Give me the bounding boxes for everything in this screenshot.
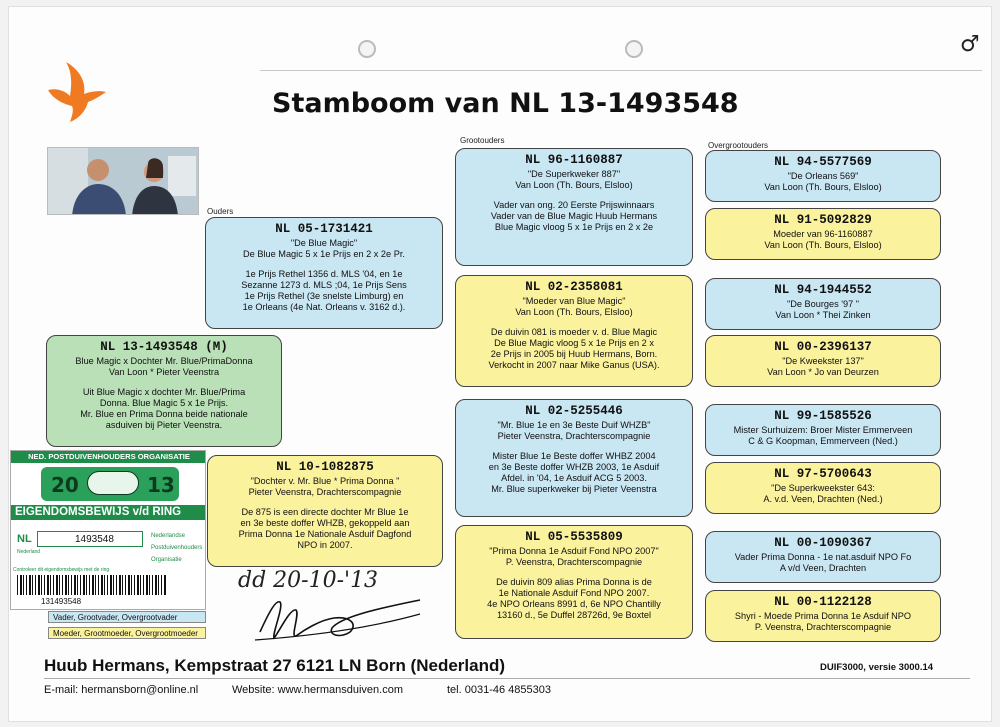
card-line: Mr. Blue superkweker bij Pieter Veenstra — [491, 484, 657, 494]
card-line: De duivin 809 alias Prima Donna is de — [496, 577, 652, 587]
owner-photo — [47, 147, 199, 215]
card-line: Van Loon (Th. Bours, Elsloo) — [515, 180, 633, 190]
card-line: De duivin 081 is moeder v. d. Blue Magic — [490, 327, 658, 337]
section-label-grandparents: Grootouders — [460, 136, 505, 145]
card-line: P. Veenstra, Drachterscompagnie — [505, 557, 643, 567]
certificate-title: EIGENDOMSBEWIJS v/d RING — [11, 505, 206, 520]
card-line: Shyri - Moede Prima Donna 1e Asduif NPO — [734, 611, 912, 621]
card-line: Afdel. in '04, 1e Asduif ACG 5 2003. — [501, 473, 647, 483]
card-line: "De Blue Magic" — [290, 238, 358, 248]
grandparent-card — [455, 399, 693, 517]
card-line: "Mr. Blue 1e en 3e Beste Duif WHZB" — [497, 420, 651, 430]
ownership-certificate — [10, 450, 206, 610]
ring-number: NL 97-5700643 — [774, 467, 872, 481]
card-line: Verkocht in 2007 naar Mike Ganus (USA). — [488, 360, 660, 370]
card-line: en 3e Beste doffer WHZB 2003, 1e Asduif — [488, 462, 660, 472]
card-line: Prima Donna 1e Nationale Asduif Dagfond — [238, 529, 412, 539]
certificate-year-left: 20 — [51, 473, 79, 497]
father-card — [205, 217, 443, 329]
footer-website: Website: www.hermansduiven.com — [232, 684, 403, 696]
card-line: "De Kweekster 137" — [782, 356, 864, 366]
card-line: P. Veenstra, Drachterscompagnie — [754, 622, 892, 632]
certificate-year-right: 13 — [147, 473, 175, 497]
card-line: De 875 is een directe dochter Mr Blue 1e — [241, 507, 409, 517]
card-line: Donna. Blue Magic 5 x 1e Prijs. — [99, 398, 229, 408]
software-version: DUIF3000, versie 3000.14 — [820, 662, 934, 673]
certificate-number: 1493548 — [75, 534, 114, 545]
ring-number: NL 99-1585526 — [774, 409, 872, 423]
grandparent-card — [455, 148, 693, 266]
ring-number: NL 02-5255446 — [525, 404, 623, 418]
footer-address: Huub Hermans, Kempstraat 27 6121 LN Born (Nederland) — [44, 656, 506, 675]
card-line: Mister Surhuizem: Broer Mister Emmerveen — [733, 425, 913, 435]
card-line: "Dochter v. Mr. Blue * Prima Donna " — [250, 476, 400, 486]
card-line: "De Superkweker 887" — [527, 169, 621, 179]
card-line: Mr. Blue en Prima Donna beide nationale — [80, 409, 248, 419]
card-line: 1e Prijs Rethel (3e snelste Limburg) en — [244, 291, 404, 301]
barcode-number: 131493548 — [41, 597, 82, 606]
ring-number: NL 05-5535809 — [525, 530, 623, 544]
card-line: "De Superkweekster 643: — [771, 483, 875, 493]
certificate-emblem-icon — [87, 471, 139, 495]
footer-rule — [44, 678, 970, 679]
grandparent-card — [455, 525, 693, 639]
ring-number: NL 00-2396137 — [774, 340, 872, 354]
legend-female — [48, 627, 206, 639]
card-line: Moeder van 96-1160887 — [773, 229, 873, 239]
card-line: Vader van ong. 20 Eerste Prijswinnaars — [493, 200, 655, 210]
ring-number: NL 00-1122128 — [774, 595, 872, 609]
card-line: Vader Prima Donna - 1e nat.asduif NPO Fo — [734, 552, 912, 562]
mother-card — [207, 455, 443, 567]
ring-number: NL 91-5092829 — [774, 213, 872, 227]
card-line: Pieter Veenstra, Drachterscompagnie — [248, 487, 402, 497]
card-line: 13160 d., 5e Duffel 28726d, 9e Boxtel — [496, 610, 652, 620]
gender-male-icon: ♂ — [960, 32, 980, 57]
header-rule — [260, 70, 982, 71]
pigeon-logo-icon — [42, 60, 112, 126]
punch-hole — [625, 40, 643, 58]
great-grandparent-card — [705, 590, 941, 642]
page-title: Stamboom van NL 13-1493548 — [272, 88, 739, 119]
card-line: Van Loon (Th. Bours, Elsloo) — [764, 240, 882, 250]
ring-number: NL 00-1090367 — [774, 536, 872, 550]
card-line: "De Orleans 569" — [787, 171, 859, 181]
certificate-side-label: Nederlandse — [151, 533, 186, 539]
card-line: 2e Prijs in 2005 bij Huub Hermans, Born. — [490, 349, 658, 359]
legend-label: Vader, Grootvader, Overgrootvader — [53, 613, 178, 622]
signature — [250, 590, 430, 650]
card-line: 1e Nationale Asduif Fond NPO 2007. — [498, 588, 650, 598]
section-label-great-grandparents: Overgrootouders — [708, 141, 769, 150]
card-line: en 3e beste doffer WHZB, gekoppeld aan — [240, 518, 410, 528]
ring-number: NL 05-1731421 — [275, 222, 373, 236]
certificate-country: NL — [17, 533, 32, 545]
card-line: "Prima Donna 1e Asduif Fond NPO 2007" — [489, 546, 659, 556]
card-line: Uit Blue Magic x dochter Mr. Blue/Prima — [82, 387, 246, 397]
great-grandparent-card — [705, 531, 941, 583]
ring-number: NL 94-1944552 — [774, 283, 872, 297]
card-line: 4e NPO Orleans 8991 d, 6e NPO Chantilly — [487, 599, 661, 609]
great-grandparent-card — [705, 404, 941, 456]
card-line: 1e Orleans (4e Nat. Orleans v. 3162 d.). — [242, 302, 406, 312]
card-line: Blue Magic vloog 5 x 1e Prijs en 2 x 2e — [494, 222, 654, 232]
certificate-bottom-text: Controleer dit eigendomsbewijs met de ring — [13, 567, 110, 573]
card-line: Mister Blue 1e Beste doffer WHBZ 2004 — [492, 451, 656, 461]
card-line: De Blue Magic vloog 5 x 1e Prijs en 2 x — [494, 338, 654, 348]
card-line: "De Bourges '97 " — [786, 299, 860, 309]
card-line: 1e Prijs Rethel 1356 d. MLS '04, en 1e — [245, 269, 403, 279]
card-line: Van Loon * Thei Zinken — [775, 310, 871, 320]
certificate-side-label: Postduivenhouders — [151, 545, 203, 551]
card-line: Blue Magic x Dochter Mr. Blue/PrimaDonna — [75, 356, 253, 366]
subject-card — [46, 335, 282, 447]
footer-email: E-mail: hermansborn@online.nl — [44, 684, 199, 696]
great-grandparent-card — [705, 462, 941, 514]
barcode — [17, 575, 167, 595]
card-line: Van Loon (Th. Bours, Elsloo) — [515, 307, 633, 317]
card-line: "Moeder van Blue Magic" — [522, 296, 626, 306]
ring-number: NL 94-5577569 — [774, 155, 872, 169]
card-line: asduiven bij Pieter Veenstra. — [105, 420, 223, 430]
card-line: Vader van de Blue Magic Huub Hermans — [490, 211, 658, 221]
legend-label: Moeder, Grootmoeder, Overgrootmoeder — [53, 629, 198, 638]
footer-phone: tel. 0031-46 4855303 — [447, 684, 551, 696]
card-line: C & G Koopman, Emmerveen (Ned.) — [748, 436, 898, 446]
handwritten-date: dd 20-10-'13 — [238, 568, 379, 593]
card-line: NPO in 2007. — [297, 540, 353, 550]
certificate-org: NED. POSTDUIVENHOUDERS ORGANISATIE — [11, 451, 206, 463]
card-line: Van Loon * Jo van Deurzen — [767, 367, 879, 377]
card-line: Pieter Veenstra, Drachterscompagnie — [497, 431, 651, 441]
ring-number: NL 10-1082875 — [276, 460, 374, 474]
great-grandparent-card — [705, 335, 941, 387]
card-line: Sezanne 1273 d. MLS ;04, 1e Prijs Sens — [241, 280, 407, 290]
ring-number: NL 96-1160887 — [525, 153, 623, 167]
certificate-side-label: Organisatie — [151, 557, 182, 563]
card-line: De Blue Magic 5 x 1e Prijs en 2 x 2e Pr. — [243, 249, 405, 259]
card-line: Van Loon (Th. Bours, Elsloo) — [764, 182, 882, 192]
legend-male — [48, 611, 206, 623]
great-grandparent-card — [705, 278, 941, 330]
certificate-small-label: Nederland — [17, 549, 41, 555]
great-grandparent-card — [705, 208, 941, 260]
card-line: A v/d Veen, Drachten — [779, 563, 867, 573]
section-label-parents: Ouders — [207, 207, 234, 216]
grandparent-card — [455, 275, 693, 387]
card-line: A. v.d. Veen, Drachten (Ned.) — [763, 494, 883, 504]
ring-number: NL 13-1493548 (M) — [100, 340, 228, 354]
great-grandparent-card — [705, 150, 941, 202]
ring-number: NL 02-2358081 — [525, 280, 623, 294]
punch-hole — [358, 40, 376, 58]
card-line: Van Loon * Pieter Veenstra — [108, 367, 220, 377]
